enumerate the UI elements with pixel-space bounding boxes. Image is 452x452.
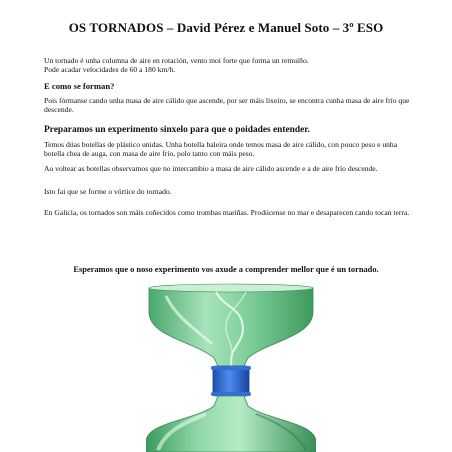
heading-how-formed: E como se forman? xyxy=(44,81,115,91)
document-title: OS TORNADOS – David Pérez e Manuel Soto – 3º ESO xyxy=(68,20,384,35)
experiment-paragraph-2: Ao voltear as botellas observamos que no intercambio a masa de aire cálido ascende e a de aire frío descende. xyxy=(44,164,378,173)
tornado-bottles-photo xyxy=(146,282,316,452)
galicia-paragraph: En Galicia, os tornados son máis coñecidos como trombas mariñas. Prodúcense no mar e desaparecen cando tocan terra. xyxy=(44,208,410,217)
intro-line-1: Un tornado é unha columna de aire en rotación, vento moi forte que forma un remuíño. xyxy=(44,56,309,65)
blue-connector xyxy=(211,366,251,396)
intro-line-2: Pode acadar velocidades de 60 a 180 km/h. xyxy=(44,65,176,74)
bottom-bottle xyxy=(146,396,316,452)
closing-statement: Esperamos que o noso experimento vos axude a comprender mellor que é un tornado. xyxy=(73,265,379,274)
experiment-paragraph-1: Temos dúas botellas de plástico unidas. Unha botella baleira onde temos masa de aire cálido, con pouco peso e unha botella chea de auga, con masa de aire frío, polo tanto con máis peso. xyxy=(44,140,398,159)
top-bottle xyxy=(149,284,313,370)
experiment-paragraph-3: Isto fai que se forme o vórtice do tornado. xyxy=(44,187,172,196)
how-formed-text: Pois fórmanse cando unha masa de aire cálido que ascende, por ser máis lixeiro, se encontra cunha masa de aire frío que descende. xyxy=(44,96,410,115)
heading-experiment: Preparamos un experimento sinxelo para que o poidades entender. xyxy=(44,125,310,135)
